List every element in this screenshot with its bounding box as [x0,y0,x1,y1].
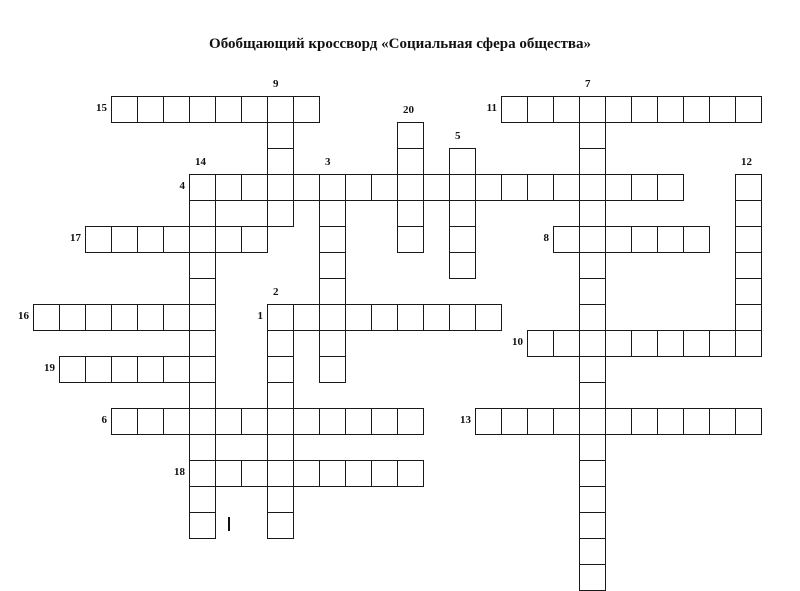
crossword-cell[interactable] [189,434,216,461]
crossword-cell[interactable] [579,564,606,591]
crossword-cell[interactable] [189,200,216,227]
crossword-cell[interactable] [267,408,294,435]
crossword-cell[interactable] [579,148,606,175]
crossword-cell[interactable] [241,460,268,487]
crossword-cell[interactable] [111,226,138,253]
crossword-cell[interactable] [657,330,684,357]
crossword-cell[interactable] [267,512,294,539]
crossword-cell[interactable] [553,226,580,253]
crossword-cell[interactable] [267,486,294,513]
crossword-cell[interactable] [579,226,606,253]
crossword-cell[interactable] [293,96,320,123]
crossword-cell[interactable] [683,330,710,357]
crossword-cell[interactable] [397,460,424,487]
crossword-cell[interactable] [189,408,216,435]
crossword-cell[interactable] [501,174,528,201]
clue-number-2: 2 [273,286,279,298]
crossword-cell[interactable] [579,512,606,539]
crossword-cell[interactable] [241,226,268,253]
crossword-cell[interactable] [319,252,346,279]
crossword-cell[interactable] [579,122,606,149]
crossword-cell[interactable] [267,174,294,201]
crossword-cell[interactable] [579,278,606,305]
clue-number-12: 12 [741,156,752,168]
crossword-cell[interactable] [527,330,554,357]
crossword-cell[interactable] [449,252,476,279]
crossword-cell[interactable] [319,226,346,253]
crossword-cell[interactable] [423,304,450,331]
crossword-cell[interactable] [267,304,294,331]
crossword-cell[interactable] [111,356,138,383]
crossword-cell[interactable] [189,278,216,305]
crossword-cell[interactable] [423,174,450,201]
clue-number-19: 19 [44,362,55,374]
crossword-cell[interactable] [709,408,736,435]
crossword-cell[interactable] [553,408,580,435]
crossword-cell[interactable] [579,538,606,565]
crossword-cell[interactable] [475,304,502,331]
clue-number-8: 8 [543,232,549,244]
crossword-cell[interactable] [579,486,606,513]
crossword-cell[interactable] [267,460,294,487]
crossword-cell[interactable] [579,356,606,383]
crossword-cell[interactable] [189,252,216,279]
crossword-cell[interactable] [267,148,294,175]
clue-number-18: 18 [174,466,185,478]
crossword-cell[interactable] [735,278,762,305]
crossword-cell[interactable] [605,96,632,123]
clue-number-20: 20 [403,104,414,116]
crossword-cell[interactable] [631,226,658,253]
crossword-cell[interactable] [267,330,294,357]
crossword-cell[interactable] [215,96,242,123]
crossword-cell[interactable] [397,408,424,435]
crossword-cell[interactable] [579,460,606,487]
crossword-cell[interactable] [579,382,606,409]
crossword-cell[interactable] [735,304,762,331]
crossword-cell[interactable] [579,252,606,279]
crossword-cell[interactable] [189,512,216,539]
crossword-cell[interactable] [579,174,606,201]
crossword-cell[interactable] [397,304,424,331]
crossword-cell[interactable] [527,408,554,435]
crossword-cell[interactable] [293,460,320,487]
crossword-cell[interactable] [579,330,606,357]
crossword-cell[interactable] [709,96,736,123]
crossword-cell[interactable] [735,252,762,279]
text-cursor [228,517,230,531]
crossword-cell[interactable] [631,96,658,123]
crossword-cell[interactable] [527,96,554,123]
crossword-cell[interactable] [319,460,346,487]
page-title: Обобщающий кроссворд «Социальная сфера общества» [209,36,591,52]
crossword-cell[interactable] [345,408,372,435]
crossword-cell[interactable] [397,148,424,175]
clue-number-16: 16 [18,310,29,322]
crossword-cell[interactable] [189,330,216,357]
crossword-cell[interactable] [345,304,372,331]
crossword-cell[interactable] [657,96,684,123]
crossword-cell[interactable] [683,226,710,253]
crossword-cell[interactable] [527,174,554,201]
clue-number-3: 3 [325,156,331,168]
crossword-cell[interactable] [735,408,762,435]
clue-number-11: 11 [486,102,497,114]
crossword-cell[interactable] [397,174,424,201]
crossword-cell[interactable] [709,330,736,357]
crossword-cell[interactable] [267,356,294,383]
crossword-cell[interactable] [735,226,762,253]
crossword-cell[interactable] [449,174,476,201]
crossword-cell[interactable] [605,408,632,435]
crossword-cell[interactable] [319,304,346,331]
crossword-cell[interactable] [345,174,372,201]
clue-number-15: 15 [96,102,107,114]
crossword-cell[interactable] [293,304,320,331]
crossword-cell[interactable] [579,304,606,331]
crossword-cell[interactable] [501,408,528,435]
crossword-cell[interactable] [267,382,294,409]
crossword-cell[interactable] [137,96,164,123]
crossword-cell[interactable] [449,200,476,227]
crossword-cell[interactable] [137,408,164,435]
crossword-cell[interactable] [85,356,112,383]
crossword-cell[interactable] [163,356,190,383]
crossword-cell[interactable] [631,330,658,357]
crossword-cell[interactable] [215,408,242,435]
crossword-cell[interactable] [579,200,606,227]
clue-number-7: 7 [585,78,591,90]
crossword-cell[interactable] [397,226,424,253]
crossword-cell[interactable] [475,408,502,435]
crossword-cell[interactable] [371,304,398,331]
crossword-cell[interactable] [605,226,632,253]
clue-number-9: 9 [273,78,279,90]
crossword-cell[interactable] [657,226,684,253]
crossword-cell[interactable] [163,226,190,253]
crossword-cell[interactable] [553,174,580,201]
crossword-cell[interactable] [189,174,216,201]
crossword-cell[interactable] [475,174,502,201]
crossword-cell[interactable] [267,434,294,461]
crossword-cell[interactable] [735,200,762,227]
clue-number-14: 14 [195,156,206,168]
crossword-cell[interactable] [189,382,216,409]
crossword-cell[interactable] [319,278,346,305]
crossword-cell[interactable] [189,486,216,513]
crossword-cell[interactable] [137,226,164,253]
crossword-cell[interactable] [189,356,216,383]
crossword-cell[interactable] [33,304,60,331]
crossword-cell[interactable] [631,408,658,435]
crossword-cell[interactable] [137,304,164,331]
clue-number-5: 5 [455,130,461,142]
crossword-cell[interactable] [215,174,242,201]
crossword-cell[interactable] [319,330,346,357]
clue-number-6: 6 [101,414,107,426]
crossword-cell[interactable] [189,304,216,331]
crossword-cell[interactable] [111,96,138,123]
crossword-cell[interactable] [579,96,606,123]
crossword-cell[interactable] [59,304,86,331]
crossword-cell[interactable] [267,200,294,227]
crossword-cell[interactable] [163,408,190,435]
crossword-cell[interactable] [553,330,580,357]
crossword-cell[interactable] [605,174,632,201]
crossword-cell[interactable] [397,122,424,149]
clue-number-17: 17 [70,232,81,244]
crossword-cell[interactable] [371,408,398,435]
crossword-cell[interactable] [215,226,242,253]
crossword-cell[interactable] [735,174,762,201]
clue-number-10: 10 [512,336,523,348]
crossword-cell[interactable] [215,460,242,487]
crossword-cell[interactable] [137,356,164,383]
crossword-cell[interactable] [657,408,684,435]
crossword-cell[interactable] [371,460,398,487]
crossword-cell[interactable] [111,304,138,331]
crossword-cell[interactable] [241,408,268,435]
crossword-cell[interactable] [683,96,710,123]
crossword-cell[interactable] [605,330,632,357]
crossword-cell[interactable] [319,356,346,383]
crossword-cell[interactable] [293,408,320,435]
crossword-cell[interactable] [579,408,606,435]
crossword-cell[interactable] [319,174,346,201]
crossword-cell[interactable] [345,460,372,487]
crossword-cell[interactable] [735,330,762,357]
crossword-cell[interactable] [293,174,320,201]
crossword-cell[interactable] [59,356,86,383]
crossword-cell[interactable] [631,174,658,201]
crossword-cell[interactable] [735,96,762,123]
crossword-cell[interactable] [241,174,268,201]
crossword-cell[interactable] [85,226,112,253]
crossword-cell[interactable] [397,200,424,227]
crossword-cell[interactable] [241,96,268,123]
crossword-cell[interactable] [579,434,606,461]
crossword-cell[interactable] [189,460,216,487]
crossword-cell[interactable] [85,304,112,331]
crossword-cell[interactable] [319,408,346,435]
crossword-cell[interactable] [267,122,294,149]
clue-number-13: 13 [460,414,471,426]
crossword-cell[interactable] [267,96,294,123]
crossword-cell[interactable] [163,304,190,331]
crossword-cell[interactable] [111,408,138,435]
crossword-cell[interactable] [371,174,398,201]
crossword-cell[interactable] [553,96,580,123]
crossword-cell[interactable] [449,304,476,331]
crossword-cell[interactable] [449,148,476,175]
crossword-cell[interactable] [501,96,528,123]
crossword-cell[interactable] [163,96,190,123]
crossword-cell[interactable] [449,226,476,253]
clue-number-1: 1 [257,310,263,322]
crossword-cell[interactable] [189,96,216,123]
crossword-cell[interactable] [657,174,684,201]
crossword-cell[interactable] [319,200,346,227]
crossword-cell[interactable] [189,226,216,253]
crossword-cell[interactable] [683,408,710,435]
clue-number-4: 4 [179,180,185,192]
